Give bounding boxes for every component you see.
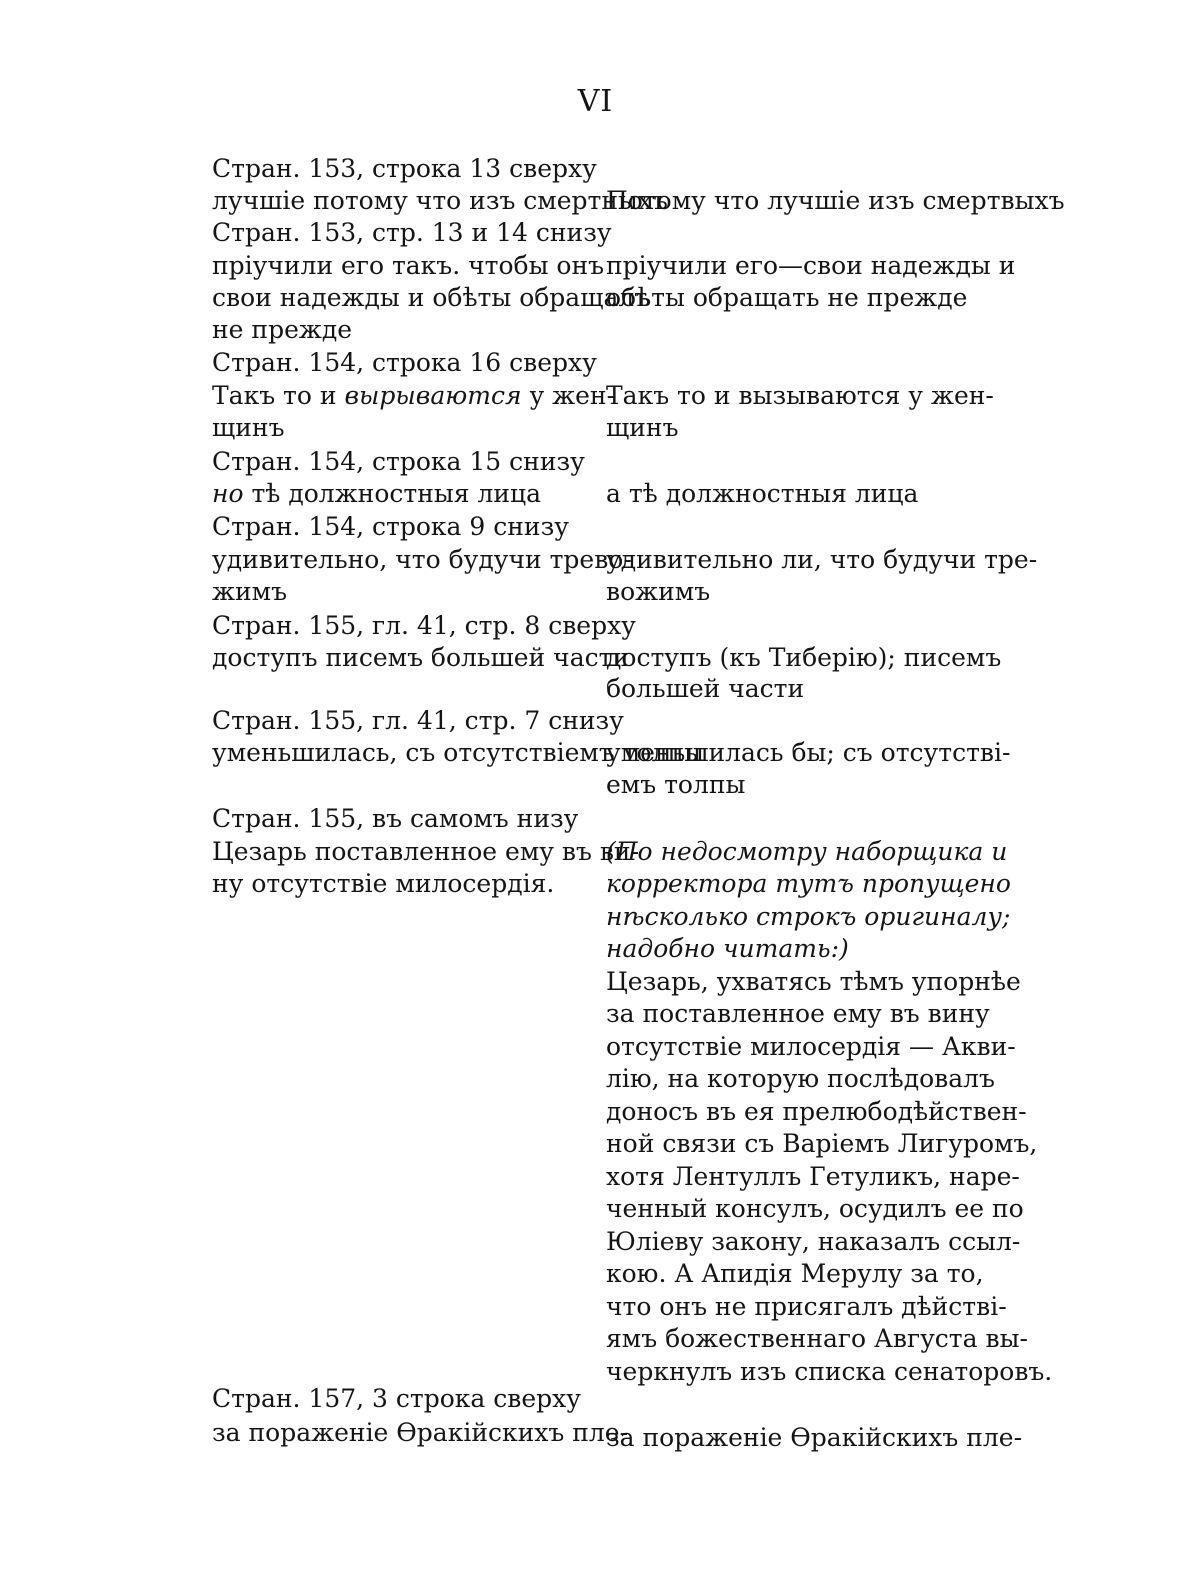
right-line: за пораженіе Ѳракійскихъ пле- [606, 1423, 1023, 1452]
left-line: Стран. 154, строка 9 снизу [212, 512, 569, 541]
right-line: Такъ то и вызываются у жен- [606, 381, 994, 410]
left-line [212, 478, 541, 510]
right-line-italic: нѣсколько строкъ оригиналу; [606, 902, 1011, 931]
right-line: ченный консулъ, осудилъ ее по [606, 1194, 1024, 1223]
right-line: лію, на которую послѣдовалъ [606, 1064, 995, 1093]
right-line: доступъ (къ Тиберію); писемъ [606, 643, 1002, 672]
text-segment-italic: но [212, 479, 244, 508]
left-line: Стран. 154, строка 15 снизу [212, 447, 585, 476]
right-line: хотя Лентуллъ Гетуликъ, наре- [606, 1162, 1020, 1191]
left-line: уменьшилась, съ отсутствіемъ толпы [212, 738, 705, 767]
right-line: Юліеву закону, наказалъ ссыл- [606, 1227, 1021, 1256]
left-line: Стран. 157, 3 строка сверху [212, 1384, 581, 1413]
right-line: что онъ не присягалъ дѣйстві- [606, 1292, 1007, 1321]
text-segment: тѣ должностныя лица [243, 479, 542, 508]
right-line: вожимъ [606, 577, 711, 606]
left-line [212, 380, 615, 412]
left-line: за пораженіе Ѳракійскихъ пле- [212, 1418, 629, 1447]
right-line: щинъ [606, 413, 679, 442]
left-line: ну отсутствіе милосердія. [212, 869, 555, 898]
right-line: удивительно ли, что будучи тре- [606, 545, 1038, 574]
right-line-italic: (По недосмотру наборщика и [606, 837, 1008, 866]
left-line: пріучили его такъ. чтобы онъ [212, 251, 605, 280]
right-line: ямъ божественнаго Августа вы- [606, 1324, 1028, 1353]
right-line: кою. А Апидія Мерулу за то, [606, 1259, 984, 1288]
text-segment: у жен- [521, 381, 616, 410]
right-line: черкнулъ изъ списка сенаторовъ. [606, 1357, 1053, 1386]
right-line: емъ толпы [606, 770, 746, 799]
left-line: Стран. 155, въ самомъ низу [212, 804, 579, 833]
left-line: доступъ писемъ большей части [212, 643, 630, 672]
right-line: обѣты обращать не прежде [606, 283, 968, 312]
left-line: удивительно, что будучи трево- [212, 545, 632, 574]
left-line: Стран. 154, строка 16 сверху [212, 348, 597, 377]
right-line: уменьшилась бы; съ отсутствi- [606, 738, 1011, 767]
text-segment-italic: вырываются [344, 381, 522, 410]
right-line: а тѣ должностныя лица [606, 479, 919, 508]
left-line: жимъ [212, 577, 288, 606]
left-line: не прежде [212, 315, 353, 344]
left-line: Стран. 155, гл. 41, стр. 8 сверху [212, 611, 636, 640]
right-line: ной связи съ Варіемъ Лигуромъ, [606, 1129, 1038, 1158]
right-line: отсутствіе милосердія — Акви- [606, 1032, 1016, 1061]
right-line: Цезарь, ухватясь тѣмъ упорнѣе [606, 967, 1021, 996]
left-line: Цезарь поставленное ему въ ви- [212, 837, 640, 866]
text-segment: Такъ то и [212, 381, 345, 410]
right-line: доносъ въ ея прелюбодѣйствен- [606, 1097, 1027, 1126]
left-line: Стран. 153, строка 13 сверху [212, 154, 597, 183]
left-line: свои надежды и обѣты обращалъ [212, 283, 651, 312]
left-line: щинъ [212, 413, 285, 442]
page-number: VI [577, 84, 614, 119]
right-line: большей части [606, 674, 805, 703]
right-line-italic: надобно читать:) [606, 934, 849, 963]
right-line: Потому что лучшіе изъ смертвыхъ [606, 186, 1065, 215]
right-line: за поставленное ему въ вину [606, 999, 990, 1028]
left-line: Стран. 153, стр. 13 и 14 снизу [212, 218, 612, 247]
left-line: лучшіе потому что изъ смертныхъ [212, 186, 668, 215]
left-line: Стран. 155, гл. 41, стр. 7 снизу [212, 706, 624, 735]
right-line-italic: корректора тутъ пропущено [606, 869, 1011, 898]
right-line: пріучили его—свои надежды и [606, 251, 1016, 280]
